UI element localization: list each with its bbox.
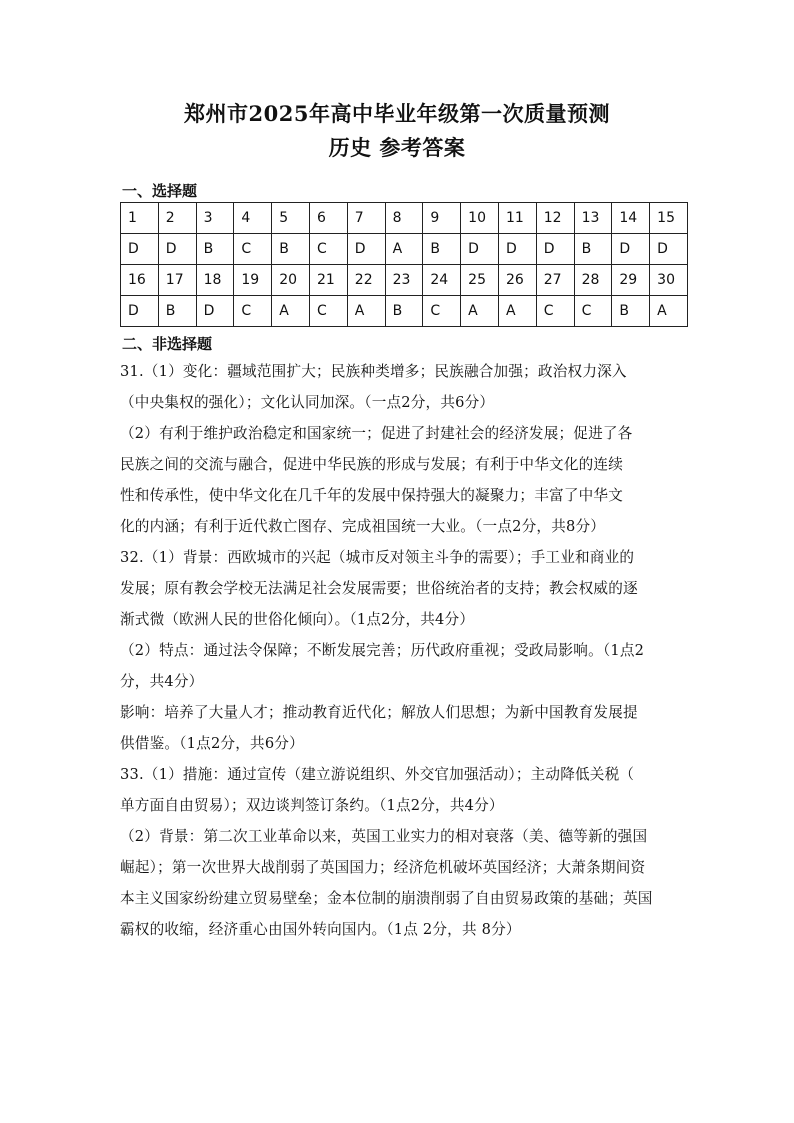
section-heading-multiple-choice: 一、选择题	[122, 182, 198, 200]
question-number-cell: 1	[121, 203, 159, 234]
answer-text-line: 化的内涵；有利于近代救亡图存、完成祖国统一大业。（一点2分，共8分）	[120, 518, 606, 535]
answer-cell: D	[158, 234, 196, 265]
answer-cell: B	[574, 234, 612, 265]
question-number-cell: 14	[612, 203, 650, 234]
answer-cell: C	[574, 296, 612, 327]
question-number-cell: 21	[309, 265, 347, 296]
answer-cell: C	[536, 296, 574, 327]
question-number-cell: 13	[574, 203, 612, 234]
answer-cell: D	[121, 234, 159, 265]
answer-text-block	[120, 356, 700, 945]
question-number-cell: 19	[234, 265, 272, 296]
answer-text-line: 33.（1）措施：通过宣传（建立游说组织、外交官加强活动）；主动降低关税（	[120, 766, 635, 783]
question-number-cell: 17	[158, 265, 196, 296]
answer-text-line: （2）有利于维护政治稳定和国家统一；促进了封建社会的经济发展；促进了各	[120, 425, 633, 442]
question-number-cell: 23	[385, 265, 423, 296]
question-number-cell: 2	[158, 203, 196, 234]
answer-cell: B	[612, 296, 650, 327]
answer-key-row	[121, 234, 688, 265]
answer-cell: A	[650, 296, 688, 327]
answer-text-line: 本主义国家纷纷建立贸易壁垒；金本位制的崩溃削弱了自由贸易政策的基础；英国	[120, 890, 653, 907]
answer-cell: C	[234, 234, 272, 265]
question-number-row	[121, 265, 688, 296]
question-number-cell: 8	[385, 203, 423, 234]
question-number-cell: 20	[272, 265, 310, 296]
answer-text-line: 性和传承性，使中华文化在几千年的发展中保持强大的凝聚力；丰富了中华文	[120, 487, 623, 504]
answer-cell: D	[196, 296, 234, 327]
answer-cell: D	[650, 234, 688, 265]
answer-key-row	[121, 296, 688, 327]
answer-cell: C	[309, 296, 347, 327]
answer-text-line: 分，共4分）	[120, 673, 204, 690]
answer-cell: C	[234, 296, 272, 327]
answer-text-line: 发展；原有教会学校无法满足社会发展需要；世俗统治者的支持；教会权威的逐	[120, 580, 638, 597]
answer-cell: A	[461, 296, 499, 327]
question-number-cell: 11	[498, 203, 536, 234]
answer-text-line: 32.（1）背景：西欧城市的兴起（城市反对领主斗争的需要）；手工业和商业的	[120, 549, 635, 566]
question-number-cell: 10	[461, 203, 499, 234]
question-number-cell: 27	[536, 265, 574, 296]
question-number-cell: 3	[196, 203, 234, 234]
answer-cell: A	[385, 234, 423, 265]
question-number-cell: 5	[272, 203, 310, 234]
answer-text-line: （2）背景：第二次工业革命以来，英国工业实力的相对衰落（美、德等新的强国	[120, 828, 648, 845]
answer-text-line: 霸权的收缩，经济重心由国外转向国内。（1点 2分，共 8分）	[120, 921, 521, 938]
answer-cell: D	[347, 234, 385, 265]
exam-subtitle: 历史 参考答案	[328, 135, 466, 160]
question-number-cell: 29	[612, 265, 650, 296]
answer-cell: D	[498, 234, 536, 265]
answer-cell: B	[196, 234, 234, 265]
answer-text-line: 供借鉴。（1点2分，共6分）	[120, 735, 304, 752]
answer-text-line: 渐式微（欧洲人民的世俗化倾向）。（1点2分，共4分）	[120, 611, 475, 628]
question-number-cell: 18	[196, 265, 234, 296]
question-number-row	[121, 203, 688, 234]
answer-text-line: 影响：培养了大量人才；推动教育近代化；解放人们思想；为新中国教育发展提	[120, 704, 638, 721]
answer-text-line: （2）特点：通过法令保障；不断发展完善；历代政府重视；受政局影响。（1点2	[120, 642, 645, 659]
question-number-cell: 4	[234, 203, 272, 234]
answer-table	[120, 202, 688, 327]
question-number-cell: 9	[423, 203, 461, 234]
exam-title: 郑州市2025年高中毕业年级第一次质量预测	[184, 101, 610, 126]
question-number-cell: 15	[650, 203, 688, 234]
question-number-cell: 30	[650, 265, 688, 296]
question-number-cell: 22	[347, 265, 385, 296]
answer-text-line: （中央集权的强化）；文化认同加深。（一点2分，共6分）	[120, 394, 495, 411]
question-number-cell: 25	[461, 265, 499, 296]
question-number-cell: 12	[536, 203, 574, 234]
question-number-cell: 16	[121, 265, 159, 296]
answer-cell: A	[347, 296, 385, 327]
answer-text-line: 31.（1）变化：疆域范围扩大；民族种类增多；民族融合加强；政治权力深入	[120, 363, 627, 380]
section-heading-non-choice: 二、非选择题	[122, 335, 213, 353]
answer-cell: A	[498, 296, 536, 327]
answer-cell: C	[423, 296, 461, 327]
answer-cell: D	[461, 234, 499, 265]
question-number-cell: 6	[309, 203, 347, 234]
answer-text-line: 民族之间的交流与融合，促进中华民族的形成与发展；有利于中华文化的连续	[120, 456, 623, 473]
answer-cell: B	[423, 234, 461, 265]
answer-text-line: 崛起）；第一次世界大战削弱了英国国力；经济危机破坏英国经济；大萧条期间资	[120, 859, 646, 876]
answer-cell: A	[272, 296, 310, 327]
answer-cell: B	[385, 296, 423, 327]
answer-cell: B	[272, 234, 310, 265]
answer-cell: C	[309, 234, 347, 265]
answer-text-line: 单方面自由贸易）；双边谈判签订条约。（1点2分，共4分）	[120, 797, 504, 814]
question-number-cell: 7	[347, 203, 385, 234]
answer-cell: B	[158, 296, 196, 327]
answer-cell: D	[121, 296, 159, 327]
question-number-cell: 26	[498, 265, 536, 296]
question-number-cell: 28	[574, 265, 612, 296]
answer-cell: D	[612, 234, 650, 265]
answer-cell: D	[536, 234, 574, 265]
question-number-cell: 24	[423, 265, 461, 296]
